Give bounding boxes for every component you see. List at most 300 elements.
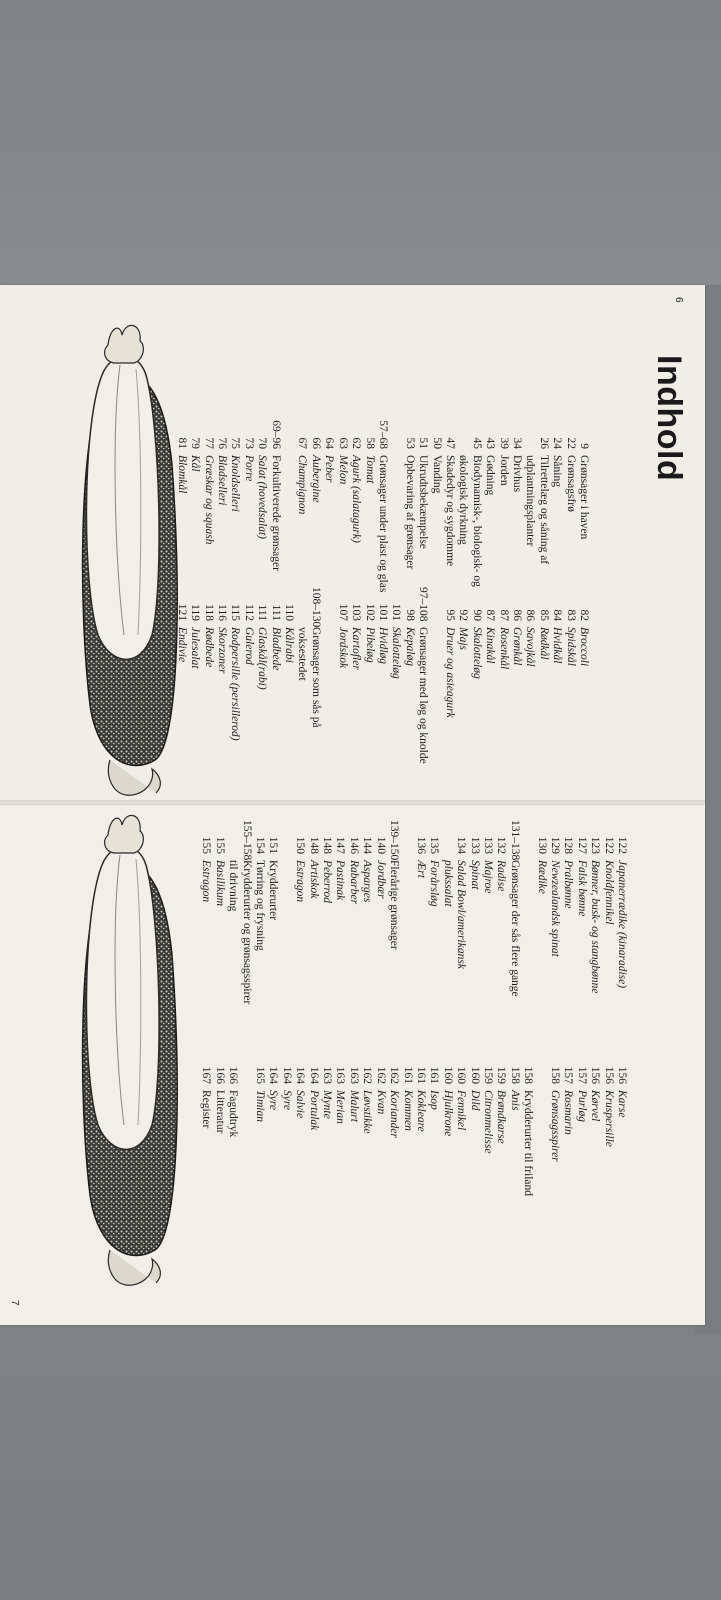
toc-page-number: 167 [200,1066,213,1084]
toc-entry [588,1050,601,1240]
toc-entry [174,415,187,605]
toc-page-number: 154 [254,836,267,854]
toc-page-number: 135 [428,836,441,854]
toc-page-number: 116 [216,604,229,621]
toc-page-number: 83 [564,609,577,621]
toc-page-number: 162 [388,1066,401,1084]
toc-page-number: 95 [443,609,456,621]
toc-entry [293,1050,306,1240]
toc-entry-title: Krydderurter til friland [522,1090,535,1197]
toc-entry-title: Kruspersille [602,1090,615,1147]
toc-page-number: 151 [267,836,280,854]
toc-entry [550,415,563,605]
toc-page-number: 156 [616,1066,628,1084]
page-left [0,285,705,805]
toc-entry-title: Aubergine [309,455,322,503]
toc-entry-title: Syre [280,1090,293,1111]
toc-entry-title: Falsk bønne [575,860,588,917]
toc-entry-title: Brøndkarse [495,1090,508,1144]
toc-entry-title: Kokleare [414,1090,427,1132]
toc-entry [601,1050,614,1240]
toc-entry [481,1050,494,1240]
toc-page-number: 131–138 [508,820,521,861]
toc-entry [360,1050,373,1240]
toc-entry-title: Ukrudtsbekæmpelse [417,455,430,549]
toc-entry-title: Skorzoner [216,627,229,674]
toc-entry-title: Krydderurter [267,860,280,921]
toc-page-number: 159 [481,1066,494,1084]
toc-column-2 [174,587,590,777]
page-6-content [0,297,690,797]
toc-page-number: 102 [363,603,376,621]
toc-entry [507,820,520,1010]
toc-entry [523,587,536,777]
toc-entry [360,820,373,1010]
toc-entry-title: Druer og asieagurk [443,627,456,718]
toc-entry-title: Rosmarin [562,1090,575,1135]
toc-page-number: 161 [401,1066,414,1084]
toc-entry [335,415,348,605]
toc-entry [268,587,281,777]
toc-entry [241,587,254,777]
toc-page-number: 64 [323,437,336,449]
toc-entry [201,587,214,777]
toc-page-number: 45 [470,437,483,449]
toc-entry-title: Pralbønne [562,860,575,909]
toc-entry [481,820,494,1010]
toc-entry [212,1050,225,1240]
toc-entry-title: Rosenkål [497,627,510,670]
toc-page-number: 127 [575,836,588,854]
toc-entry [429,415,442,605]
toc-entry-title: Kvan [374,1090,387,1115]
toc-entry [215,587,228,777]
toc-entry-title: Spidskål [564,627,577,666]
toc-entry [561,1050,574,1240]
toc-entry [483,587,496,777]
toc-entry [226,1050,239,1240]
toc-page-number: 165 [254,1066,267,1084]
toc-page-number: 43 [484,437,497,449]
toc-entry [199,1050,212,1240]
toc-entry [548,1050,561,1240]
toc-page-number: 98 [403,609,416,621]
toc-page-number: 101 [376,603,389,621]
toc-entry-title: Jorden [497,455,510,486]
toc-entry-title: Syre [267,1090,280,1111]
toc-page-number: 159 [495,1066,508,1084]
toc-entry [253,1050,266,1240]
toc-entry [362,587,375,777]
toc-entry-title: Litteratur [213,1090,226,1134]
toc-page-number: 161 [414,1066,427,1084]
toc-page-number: 129 [548,836,561,854]
toc-gap [279,820,292,1010]
toc-entry [402,587,415,777]
toc-gap [534,1050,547,1240]
toc-entry [320,820,333,1010]
toc-page-number: 148 [321,836,334,854]
toc-page-number: 163 [321,1066,334,1084]
toc-page-number: 160 [441,1066,454,1084]
toc-page-number: 133 [468,836,481,854]
toc-entry [387,820,400,1010]
toc-column-4 [199,1050,628,1240]
toc-entry-title: Rabarber [347,860,360,905]
toc-page-number: 108–130 [309,587,322,628]
toc-entry-title: Grønsager der sås flere gange [508,860,521,997]
toc-page-number: 133 [481,836,494,854]
toc-entry [389,587,402,777]
toc-entry [279,1050,292,1240]
toc-entry [226,820,253,1010]
toc-entry [454,1050,467,1240]
toc-entry-title: Bladbede [269,627,282,671]
toc-entry-title: Kål [189,455,202,472]
toc-entry [496,415,509,605]
toc-page-number: 164 [280,1066,293,1084]
page-title: Indhold [650,355,688,482]
toc-page-number: 77 [202,437,215,449]
toc-gap [400,820,413,1010]
toc-entry-title: Newzealandsk spinat [548,860,561,957]
toc-entry-title: Kørvel [589,1090,602,1122]
toc-entry [510,587,523,777]
toc-entry-title: Fennikel [455,1090,468,1131]
toc-entry-title: Radise [495,860,508,892]
toc-entry-title: Endivie [175,627,188,663]
toc-gap [282,415,295,605]
toc-entry [574,1050,587,1240]
toc-entry-title: Purløg [575,1090,588,1122]
toc-entry-title: Hjulkrone [441,1090,454,1137]
toc-entry-title: Artiskok [307,860,320,899]
toc-entry-title: Ært [414,860,427,878]
toc-entry [456,587,469,777]
toc-entry [550,587,563,777]
toc-entry [440,820,467,1010]
toc-page-number: 53 [403,437,416,449]
toc-entry [228,587,241,777]
page-number-left: 6 [673,297,684,303]
toc-entry [335,587,348,777]
toc-page-number: 84 [551,609,564,621]
toc-entry [443,587,456,777]
toc-entry-title: Anis [508,1090,521,1111]
toc-page-number: 156 [589,1066,602,1084]
toc-entry-title: Skalotteløg [470,627,483,679]
toc-entry [306,820,319,1010]
toc-entry-title: Forkultiverede grønsager [269,455,282,571]
toc-page-number: 164 [294,1066,307,1084]
toc-entry [563,587,576,777]
toc-entry-title: Agurk (salatagurk) [350,455,363,543]
toc-entry-title: Grønsagsspirer [548,1090,561,1162]
toc-entry-title: Biodynamisk-, biologisk- og økologisk dyrkning [457,455,483,587]
page-7-content [0,820,690,1320]
toc-page-number: 66 [309,437,322,449]
toc-page-number: 70 [256,437,269,449]
toc-entry-title: Grønsagsfrø [564,455,577,512]
toc-entry-title: Mynte [321,1090,334,1119]
toc-entry-title: Pibeløg [363,627,376,663]
toc-entry-title: Grønsager i haven [578,455,590,540]
toc-page-number: 155 [200,836,213,854]
toc-page-number: 87 [484,609,497,621]
toc-entry [534,820,547,1010]
toc-entry-title: Hvidkål [551,627,564,664]
toc-entry [306,1050,319,1240]
toc-entry-title: Skalotteløg [390,627,403,679]
toc-page-number: 86 [510,609,523,621]
toc-page-number: 150 [294,836,307,854]
toc-page-number: 160 [455,1066,468,1084]
toc-entry-title: Salvie [294,1090,307,1119]
toc-entry-title: Peberrod [321,860,334,904]
toc-entry-title: Portulak [307,1090,320,1131]
toc-page-number: 156 [602,1066,615,1084]
toc-page-number: 22 [564,437,577,449]
toc-gap [429,587,442,777]
toc-entry [588,820,601,1010]
toc-entry-title: Gødning [484,455,497,496]
toc-entry-title: Melon [336,455,349,485]
toc-entry-title: Krydderurter og grønsagsspirer til drivning [227,860,253,1005]
toc-entry-title: Citronmelisse [481,1090,494,1154]
toc-entry-title: Kålrabi [283,627,296,663]
toc-page-number: 119 [189,604,202,621]
toc-entry [494,820,507,1010]
toc-page-number: 121 [175,603,188,621]
toc-entry-title: Tørring og frysning [254,860,267,951]
toc-entry [333,820,346,1010]
toc-entry [467,820,480,1010]
toc-entry [467,1050,480,1240]
toc-page-number: 57–68 [376,420,389,449]
toc-entry [615,1050,628,1240]
toc-entry-title: Estragon [200,860,213,903]
toc-entry-title: Majroe [481,860,494,894]
toc-gap [521,820,534,1010]
toc-entry [253,820,266,1010]
toc-entry-title: Kepaløg [403,627,416,666]
toc-page-number: 123 [589,836,602,854]
toc-entry-title: Bladselleri [216,455,229,506]
toc-entry-title: Basilikum [213,860,226,906]
toc-page-number: 128 [562,836,575,854]
toc-entry [266,820,279,1010]
toc-page-number: 162 [374,1066,387,1084]
toc-entry [255,587,268,777]
toc-entry-title: Grønsager under plast og glas [376,455,389,593]
toc-page-number: 69–96 [269,420,282,449]
toc-page-number: 115 [229,604,242,621]
toc-entry [387,1050,400,1240]
toc-entry [402,415,415,605]
toc-page-number: 76 [216,437,229,449]
toc-entry-title: Julesalat [189,627,202,669]
toc-page-number: 118 [202,604,215,621]
toc-entry [563,415,576,605]
toc-page-number: 73 [242,437,255,449]
toc-entry [469,587,482,777]
toc-gap [322,587,335,777]
toc-entry-title: Timian [254,1090,267,1122]
toc-entry-title: Rødkål [537,627,550,660]
toc-entry-title: Vanding [430,455,443,494]
toc-entry [188,587,201,777]
toc-page-number: 148 [307,836,320,854]
toc-entry-title: Majs [457,627,470,650]
toc-entry-title: Register [200,1090,213,1129]
toc-entry-title: Broccoli [578,627,590,667]
toc-page-number: 110 [283,604,296,621]
toc-page-number: 147 [334,836,347,854]
toc-entry-title: Asparges [361,860,374,903]
toc-entry-title: Såning [551,455,564,487]
toc-entry [456,415,483,605]
toc-entry-title: Japanerrædike (kinaradise) [616,860,628,989]
toc-page-number: 85 [537,609,550,621]
toc-entry-title: Koriander [388,1090,401,1138]
toc-page-number: 157 [562,1066,575,1084]
open-book [0,285,721,1335]
toc-entry-title: Knoldselleri [229,455,242,512]
toc-entry [615,820,628,1010]
toc-page-number: 50 [430,437,443,449]
toc-page-number: 90 [470,609,483,621]
toc-entry [548,820,561,1010]
toc-page-number: 24 [551,437,564,449]
toc-entry [494,1050,507,1240]
toc-entry-title: Porre [242,455,255,482]
toc-entry [414,1050,427,1240]
toc-gap [389,415,402,605]
toc-page-number: 62 [350,437,363,449]
toc-entry [427,1050,440,1240]
toc-entry [400,1050,413,1240]
toc-entry [443,415,456,605]
toc-page-number: 47 [443,437,456,449]
toc-page-number: 155 [213,836,226,854]
toc-page-number: 122 [616,836,628,854]
toc-page-number: 166 [227,1066,240,1084]
toc-entry-title: Glaskål(rabi) [256,627,269,690]
toc-page-number: 158 [508,1066,521,1084]
toc-page-number: 144 [361,836,374,854]
toc-page-number: 87 [497,609,510,621]
toc-entry [536,587,549,777]
toc-entry [241,415,254,605]
toc-page-number: 39 [497,437,510,449]
page-right [0,805,705,1325]
toc-entry [362,415,375,605]
toc-page-number: 166 [213,1066,226,1084]
toc-entry [346,1050,359,1240]
toc-entry [577,587,590,777]
toc-page-number: 136 [414,836,427,854]
toc-page-number: 155–158 [240,820,253,861]
toc-entry [574,820,587,1010]
toc-entry [295,415,308,605]
toc-entry [414,820,427,1010]
toc-page-number: 134 [455,836,468,854]
toc-page-number: 97–108 [417,587,430,622]
toc-entry-title: Jordbær [374,860,387,899]
toc-entry-title: Estragon [294,860,307,903]
toc-entry [440,1050,453,1240]
toc-entry [561,820,574,1010]
toc-entry-title: Kommen [401,1090,414,1131]
toc-entry-title: Rædike [535,860,548,894]
toc-column-1 [174,415,590,605]
toc-entry-title: Grønkål [510,627,523,666]
toc-entry-title: Løvstikke [361,1090,374,1134]
toc-entry [255,415,268,605]
toc-entry-title: Isop [428,1090,441,1110]
toc-entry-title: Merian [334,1090,347,1124]
toc-page-number: 158 [548,1066,561,1084]
toc-entry-title: Champignon [296,455,309,515]
toc-entry [174,587,187,777]
toc-page-number: 79 [189,437,202,449]
toc-page-number: 163 [347,1066,360,1084]
toc-entry [308,415,321,605]
toc-page-number: 111 [256,604,269,621]
toc-page-number: 103 [350,603,363,621]
toc-entry [320,1050,333,1240]
toc-entry [347,820,360,1010]
toc-entry-title: Grønsager med løg og knolde [417,627,430,764]
toc-page-number: 132 [495,836,508,854]
toc-entry [601,820,614,1010]
page-number-right: 7 [9,1300,20,1306]
toc-entry-title: Drivhus [510,455,523,493]
toc-page-number: 163 [334,1066,347,1084]
toc-entry-title: Salad Bowl/amerikansk plukssalat [441,860,468,969]
toc-page-number: 92 [457,609,470,621]
toc-entry [333,1050,346,1240]
toc-page-number: 82 [578,609,590,621]
toc-entry [373,1050,386,1240]
toc-entry-title: Tilrettelæg og såning af udplantningsplanter [524,455,550,565]
toc-entry-title: Jordskok [336,627,349,669]
toc-entry-title: Opbevaring af grønsager [403,455,416,570]
toc-page-number: 157 [575,1066,588,1084]
toc-entry-title: Tomat [363,455,376,484]
toc-entry-title: Kinakål [484,627,497,664]
toc-entry-title: Blomkål [175,455,188,494]
toc-entry-title: Bønner, busk- og stangbønne [589,860,602,994]
toc-page-number: 34 [510,437,523,449]
toc-entry-title: Dild [468,1090,481,1111]
toc-page-number: 51 [417,437,430,449]
toc-entry [268,415,281,605]
toc-page-number: 101 [390,603,403,621]
toc-entry-title: Hvidløg [376,627,389,665]
toc-entry-title: Salat (hovedsalat) [256,455,269,539]
toc-entry [523,415,550,605]
toc-entry-title: Skadedyr og sygdomme [443,455,456,567]
toc-page-number: 111 [269,604,282,621]
toc-entry [577,415,590,605]
toc-page-number: 160 [468,1066,481,1084]
toc-entry [349,415,362,605]
toc-entry [266,1050,279,1240]
toc-page-number: 158 [522,1066,535,1084]
toc-entry-title: Savojkål [524,627,537,667]
toc-page-number: 81 [175,437,188,449]
